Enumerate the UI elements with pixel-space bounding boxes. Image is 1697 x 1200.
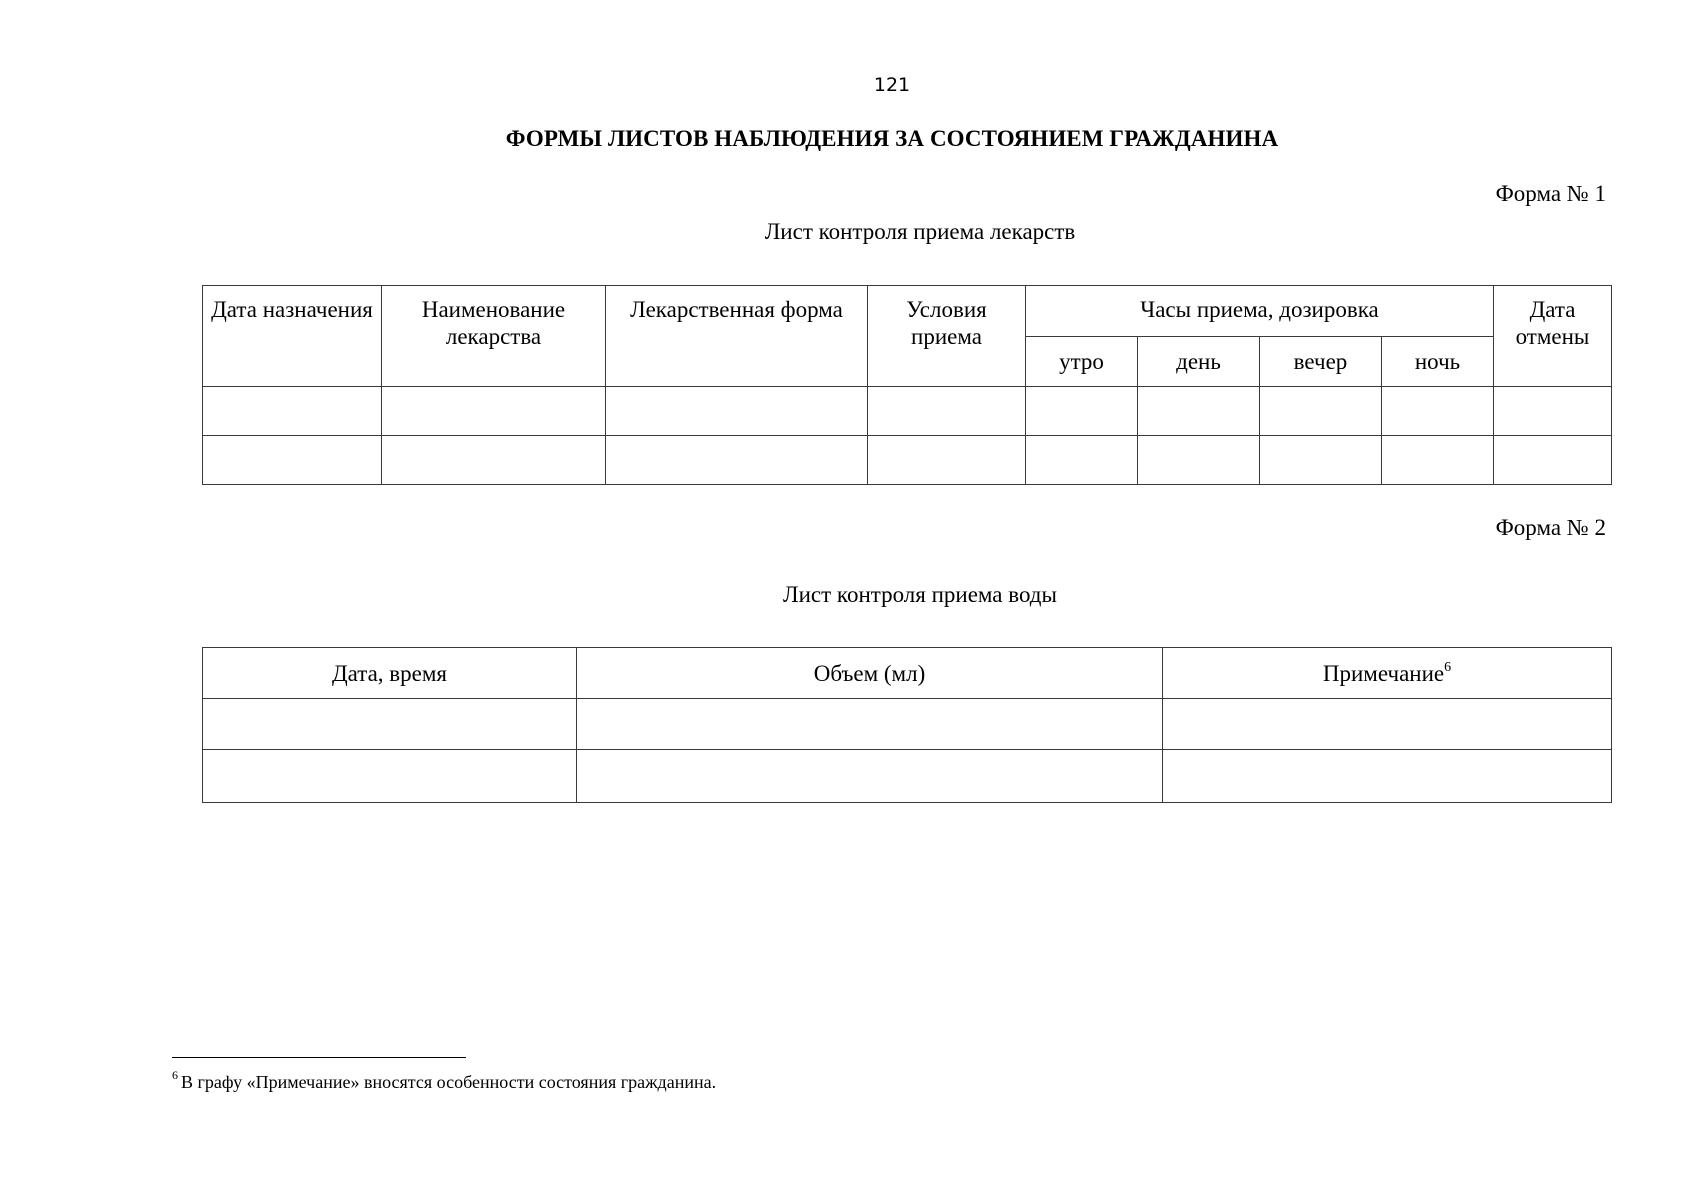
table-cell[interactable] xyxy=(606,387,868,436)
document-title: ФОРМЫ ЛИСТОВ НАБЛЮДЕНИЯ ЗА СОСТОЯНИЕМ ГРАЖДАНИНА xyxy=(505,126,1279,151)
footnote-reference[interactable]: 6 xyxy=(1444,659,1452,675)
header-hours-dosage: Часы приема, дозировка xyxy=(1026,286,1494,337)
footnote-divider xyxy=(172,1057,466,1058)
table-cell[interactable] xyxy=(1494,436,1612,485)
footnote xyxy=(172,1068,717,1093)
footnote-marker: 6 xyxy=(172,1068,178,1082)
table-cell[interactable] xyxy=(382,387,606,436)
table-cell[interactable] xyxy=(382,436,606,485)
table-cell[interactable] xyxy=(1382,387,1494,436)
header-evening: вечер xyxy=(1260,337,1382,387)
table-cell[interactable] xyxy=(1163,750,1612,803)
header-day: день xyxy=(1138,337,1260,387)
header-date-cancelled: Дата отмены xyxy=(1494,286,1612,387)
table-cell[interactable] xyxy=(1026,436,1138,485)
form-2-label: Форма № 2 xyxy=(1495,515,1606,540)
table-row xyxy=(203,436,1612,485)
table-cell[interactable] xyxy=(1260,436,1382,485)
table-cell[interactable] xyxy=(577,750,1163,803)
table-cell[interactable] xyxy=(606,436,868,485)
medication-sheet-title: Лист контроля приема лекарств xyxy=(764,219,1076,244)
table-cell[interactable] xyxy=(203,750,577,803)
header-dosage-form: Лекарственная форма xyxy=(606,286,868,387)
table-cell[interactable] xyxy=(868,436,1026,485)
header-date-assigned: Дата назначения xyxy=(203,286,382,387)
header-conditions: Условия приема xyxy=(868,286,1026,387)
footnote-text: В графу «Примечание» вносятся особенности состояния гражданина. xyxy=(181,1072,717,1092)
table-cell[interactable] xyxy=(203,387,382,436)
table-cell[interactable] xyxy=(577,699,1163,750)
table-cell[interactable] xyxy=(1494,387,1612,436)
header-note xyxy=(1163,648,1612,699)
table-row xyxy=(203,387,1612,436)
header-datetime: Дата, время xyxy=(203,648,577,699)
table-cell[interactable] xyxy=(868,387,1026,436)
page-number: 121 xyxy=(873,74,911,96)
table-cell[interactable] xyxy=(1026,387,1138,436)
header-note-label: Примечание xyxy=(1322,660,1445,686)
table-cell[interactable] xyxy=(1138,436,1260,485)
form-1-label: Форма № 1 xyxy=(1495,181,1606,206)
table-cell[interactable] xyxy=(203,699,577,750)
table-row xyxy=(203,699,1612,750)
table-cell[interactable] xyxy=(203,436,382,485)
table-row xyxy=(203,750,1612,803)
header-drug-name: Наименование лекарства xyxy=(382,286,606,387)
table-cell[interactable] xyxy=(1163,699,1612,750)
header-night: ночь xyxy=(1382,337,1494,387)
medication-control-table xyxy=(202,285,1612,485)
table-cell[interactable] xyxy=(1382,436,1494,485)
table-cell[interactable] xyxy=(1138,387,1260,436)
table-cell[interactable] xyxy=(1260,387,1382,436)
water-control-table xyxy=(202,647,1612,803)
header-morning: утро xyxy=(1026,337,1138,387)
water-sheet-title: Лист контроля приема воды xyxy=(783,582,1057,607)
header-volume: Объем (мл) xyxy=(577,648,1163,699)
